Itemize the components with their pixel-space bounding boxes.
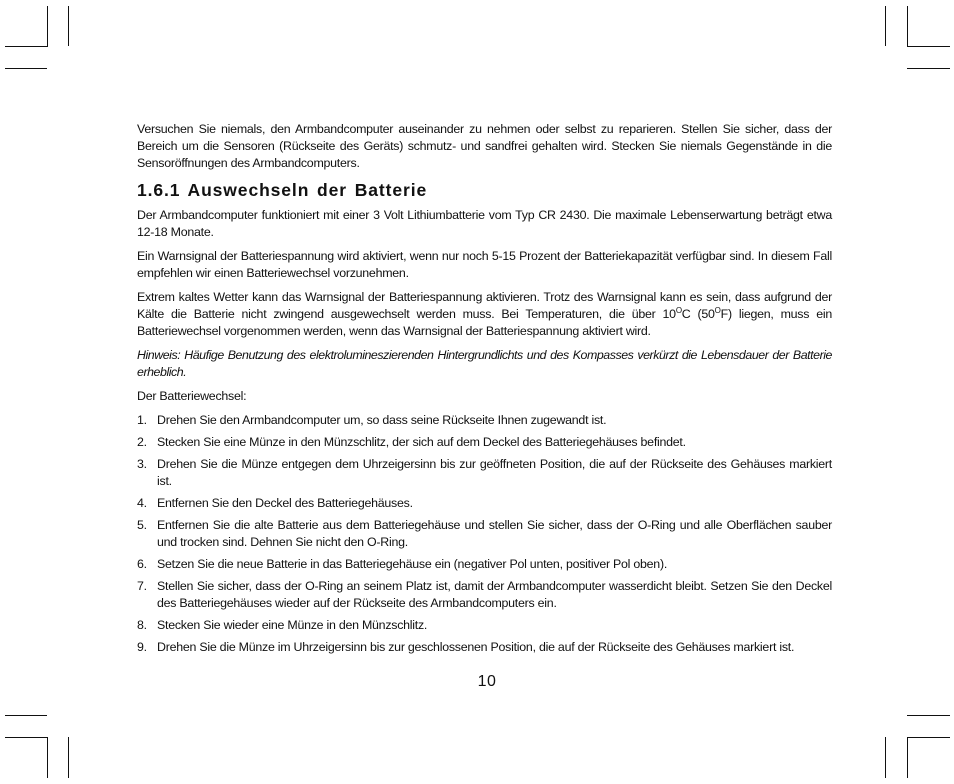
step-text: Stellen Sie sicher, dass der O-Ring an seinem Platz ist, damit der Armbandcomputer wasserdicht bleibt. Setzen Sie den Deckel des Batteriegehäuses wieder auf der Rückseite des Armbandcomputers ein. <box>157 579 832 610</box>
warning-signal-paragraph: Ein Warnsignal der Batteriespannung wird aktiviert, wenn nur noch 5-15 Prozent der Batteriekapazität verfügbar sind. In diesem Fall empfehlen wir einen Batteriewechsel vorzunehmen. <box>137 249 832 280</box>
crop-mark-bottom-left-vertical-1 <box>47 737 48 778</box>
step-number: 7. <box>137 579 147 593</box>
step-number: 5. <box>137 518 147 532</box>
crop-mark-bottom-left-vertical-2 <box>68 737 69 778</box>
crop-mark-bottom-left-horizontal-1 <box>5 715 47 716</box>
page-content <box>137 121 832 661</box>
crop-mark-top-left-vertical-2 <box>68 6 69 46</box>
step-text: Drehen Sie die Münze entgegen dem Uhrzeigersinn bis zur geöffneten Position, die auf der Rückseite des Gehäuses markiert ist. <box>157 457 832 488</box>
step-number: 6. <box>137 557 147 571</box>
step-item <box>137 412 832 429</box>
crop-mark-bottom-right-vertical-2 <box>907 737 908 778</box>
crop-mark-top-right-vertical-1 <box>885 6 886 46</box>
crop-mark-top-right-horizontal-2 <box>907 68 950 69</box>
crop-mark-bottom-right-vertical-1 <box>885 737 886 778</box>
battery-type-paragraph: Der Armbandcomputer funktioniert mit einer 3 Volt Lithiumbatterie vom Typ CR 2430. Die maximale Lebenserwartung beträgt etwa 12-18 Monate. <box>137 208 832 239</box>
crop-mark-bottom-left-horizontal-2 <box>5 737 48 738</box>
crop-mark-top-right-vertical-2 <box>907 6 908 46</box>
step-text: Drehen Sie den Armbandcomputer um, so dass seine Rückseite Ihnen zugewandt ist. <box>157 413 607 427</box>
step-number: 9. <box>137 640 147 654</box>
note-paragraph: Hinweis: Häufige Benutzung des elektrolumineszierenden Hintergrundlichts und des Kompasses verkürzt die Lebensdauer der Batterie erheblich. <box>137 348 832 379</box>
step-item <box>137 578 832 612</box>
degree-superscript-fahrenheit: O <box>714 306 721 315</box>
cold-weather-text-3: F) liegen, muss ein Batteriewechsel vorgenommen werden, wenn das Warnsignal der Batteriespannung aktiviert wird. <box>137 307 832 338</box>
cold-weather-paragraph <box>137 289 832 340</box>
step-item <box>137 556 832 573</box>
step-item <box>137 517 832 551</box>
cold-weather-text-2: C (50 <box>681 307 715 321</box>
cold-weather-text-1: Extrem kaltes Wetter kann das Warnsignal der Batteriespannung aktivieren. Trotz des Warnsignal kann es sein, dass aufgrund der Kälte die Batterie nicht zwingend ausgewechselt werden muss. Bei Temperaturen, die über 10 <box>137 290 832 321</box>
crop-mark-top-left-horizontal-2 <box>5 68 47 69</box>
page-number: 10 <box>477 673 497 690</box>
step-number: 2. <box>137 435 147 449</box>
section-heading: 1.6.1 Auswechseln der Batterie <box>137 180 428 200</box>
step-number: 1. <box>137 413 147 427</box>
step-item <box>137 434 832 451</box>
step-text: Setzen Sie die neue Batterie in das Batteriegehäuse ein (negativer Pol unten, positiver Pol oben). <box>157 557 668 571</box>
crop-mark-bottom-right-horizontal-1 <box>907 715 950 716</box>
step-item <box>137 639 832 656</box>
step-number: 3. <box>137 457 147 471</box>
crop-mark-top-left-horizontal-1 <box>5 46 48 47</box>
step-item <box>137 495 832 512</box>
crop-mark-bottom-right-horizontal-2 <box>907 737 950 738</box>
step-text: Entfernen Sie die alte Batterie aus dem Batteriegehäuse und stellen Sie sicher, dass der O-Ring und alle Oberflächen sauber und trocken sind. Dehnen Sie nicht den O-Ring. <box>157 518 832 549</box>
step-text: Entfernen Sie den Deckel des Batteriegehäuses. <box>157 496 413 510</box>
step-text: Drehen Sie die Münze im Uhrzeigersinn bis zur geschlossenen Position, die auf der Rückseite des Gehäuses markiert ist. <box>157 640 795 654</box>
crop-mark-top-left-vertical-1 <box>47 6 48 46</box>
crop-mark-top-right-horizontal-1 <box>907 46 950 47</box>
step-text: Stecken Sie eine Münze in den Münzschlitz, der sich auf dem Deckel des Batteriegehäuses befindet. <box>157 435 686 449</box>
step-item <box>137 456 832 490</box>
step-text: Stecken Sie wieder eine Münze in den Münzschlitz. <box>157 618 428 632</box>
steps-intro: Der Batteriewechsel: <box>137 389 247 403</box>
intro-paragraph: Versuchen Sie niemals, den Armbandcomputer auseinander zu nehmen oder selbst zu reparieren. Stellen Sie sicher, dass der Bereich um die Sensoren (Rückseite des Geräts) schmutz- und sandfrei gehalten wird. Stecken Sie niemals Gegenstände in die Sensoröffnungen des Armbandcomputers. <box>137 122 832 170</box>
step-number: 8. <box>137 618 147 632</box>
step-number: 4. <box>137 496 147 510</box>
degree-superscript-celsius: O <box>675 306 682 315</box>
steps-list <box>137 412 832 656</box>
step-item <box>137 617 832 634</box>
